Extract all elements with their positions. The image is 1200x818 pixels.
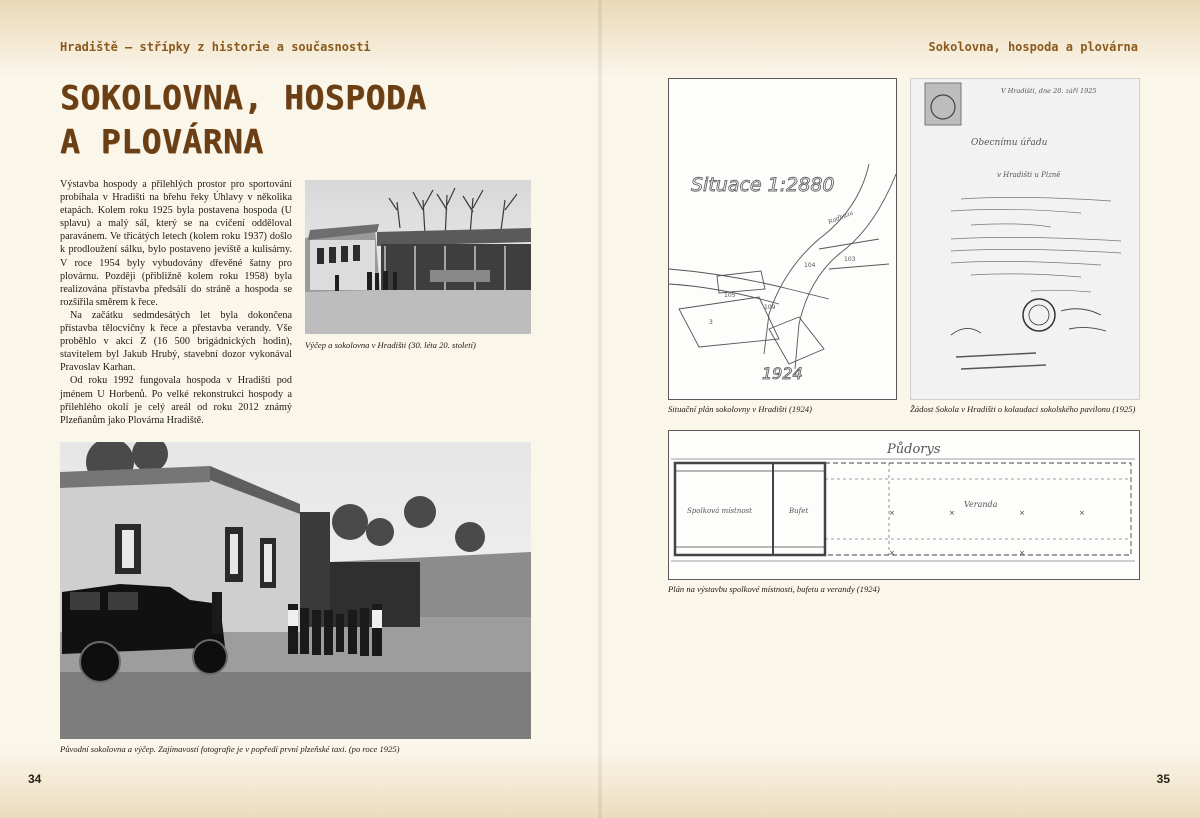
page-number-right: 35 [1156, 772, 1170, 786]
paragraph-1: Výstavba hospody a přilehlých prostor pro sportování probíhala v Hradišti na břehu řeky Úhlavy v několika etapách. Kolem roku 1925 byla postavena hospoda (U splavu) a malý sál, který se na cvičení odděloval paravánem. Ve třicátých letech (kolem roku 1937) došlo k prodloužení sálku, bylo postaveno jeviště a kulisárny. V roce 1954 byly vybudovány dřevěné šatny pro plovárnu. Později (přibližně kolem roku 1958) byla realizována přístavba předsálí do stráně a hospoda se rozšířila směrem k řece. [60, 179, 292, 308]
caption-request: Žádost Sokola v Hradišti o kolaudaci sokolského pavilonu (1925) [910, 404, 1136, 414]
site-plan-river-label: Radbuza [827, 209, 855, 226]
caption-site-plan: Situační plán sokolovny v Hradišti (1924) [668, 404, 812, 414]
request-line-1: Obecnímu úřadu [971, 138, 1048, 148]
title-line-2: A PLOVÁRNA [60, 122, 264, 161]
svg-text:109: 109 [764, 304, 776, 311]
title-line-1: SOKOLOVNA, HOSPODA [60, 78, 427, 117]
floor-plan-room-1: Spolková místnost [687, 507, 752, 515]
site-plan-year: 1924 [762, 364, 803, 383]
photo-puvodni-sokolovna [60, 442, 531, 739]
running-header-left: Hradiště – střípky z historie a současnosti [60, 40, 371, 54]
paragraph-2: Na začátku sedmdesátých let byla dokončena přístavba tělocvičny k řece a přestavba verandy. Vše proběhlo v akci Z (16 500 brigádnických hodin), stavitelem byl Jakub Hrubý, stavební dozor vykonával Pravoslav Karhan. [60, 309, 292, 374]
svg-text:×: × [949, 509, 955, 517]
paragraph-3: Od roku 1992 fungovala hospoda v Hradišti pod jménem U Horbenů. Po velké rekonstrukci hospody a přilehlého okolí je celý areál od roku 2012 známý Plzeňanům jako Plovárna Hradiště. [60, 375, 292, 426]
request-place-date: V Hradišti, dne 20. září 1925 [1001, 87, 1097, 95]
svg-text:×: × [1019, 549, 1025, 557]
site-plan-document [668, 78, 897, 400]
svg-text:103: 103 [844, 256, 856, 263]
floor-plan-room-2: Bufet [789, 507, 809, 515]
svg-text:×: × [889, 549, 895, 557]
svg-text:104: 104 [804, 262, 816, 269]
request-line-2: v Hradišti u Plzně [997, 171, 1061, 179]
svg-text:105: 105 [724, 292, 736, 299]
floor-plan-document [668, 430, 1140, 580]
svg-text:×: × [1019, 509, 1025, 517]
caption-floor-plan: Plán na výstavbu spolkové místnosti, bufetu a verandy (1924) [668, 584, 880, 594]
caption-photo-top: Výčep a sokolovna v Hradišti (30. léta 20. století) [305, 340, 476, 350]
svg-text:3: 3 [709, 319, 713, 326]
chapter-title [60, 76, 427, 164]
site-plan-heading: Situace 1:2880 [691, 174, 835, 196]
svg-text:×: × [1079, 509, 1085, 517]
floor-plan-heading: Půdorys [887, 442, 941, 457]
running-header-right: Sokolovna, hospoda a plovárna [928, 40, 1138, 54]
sokol-seal [1023, 299, 1055, 331]
svg-text:×: × [889, 509, 895, 517]
article-body [60, 178, 292, 427]
book-spine [598, 0, 602, 818]
page-number-left: 34 [28, 772, 42, 786]
caption-photo-big: Původní sokolovna a výčep. Zajímavostí fotografie je v popředí první plzeňské taxi. (po roce 1925) [60, 744, 400, 754]
floor-plan-room-3: Veranda [964, 500, 998, 509]
photo-vycep-sokolovna [305, 180, 531, 334]
request-document [910, 78, 1140, 400]
